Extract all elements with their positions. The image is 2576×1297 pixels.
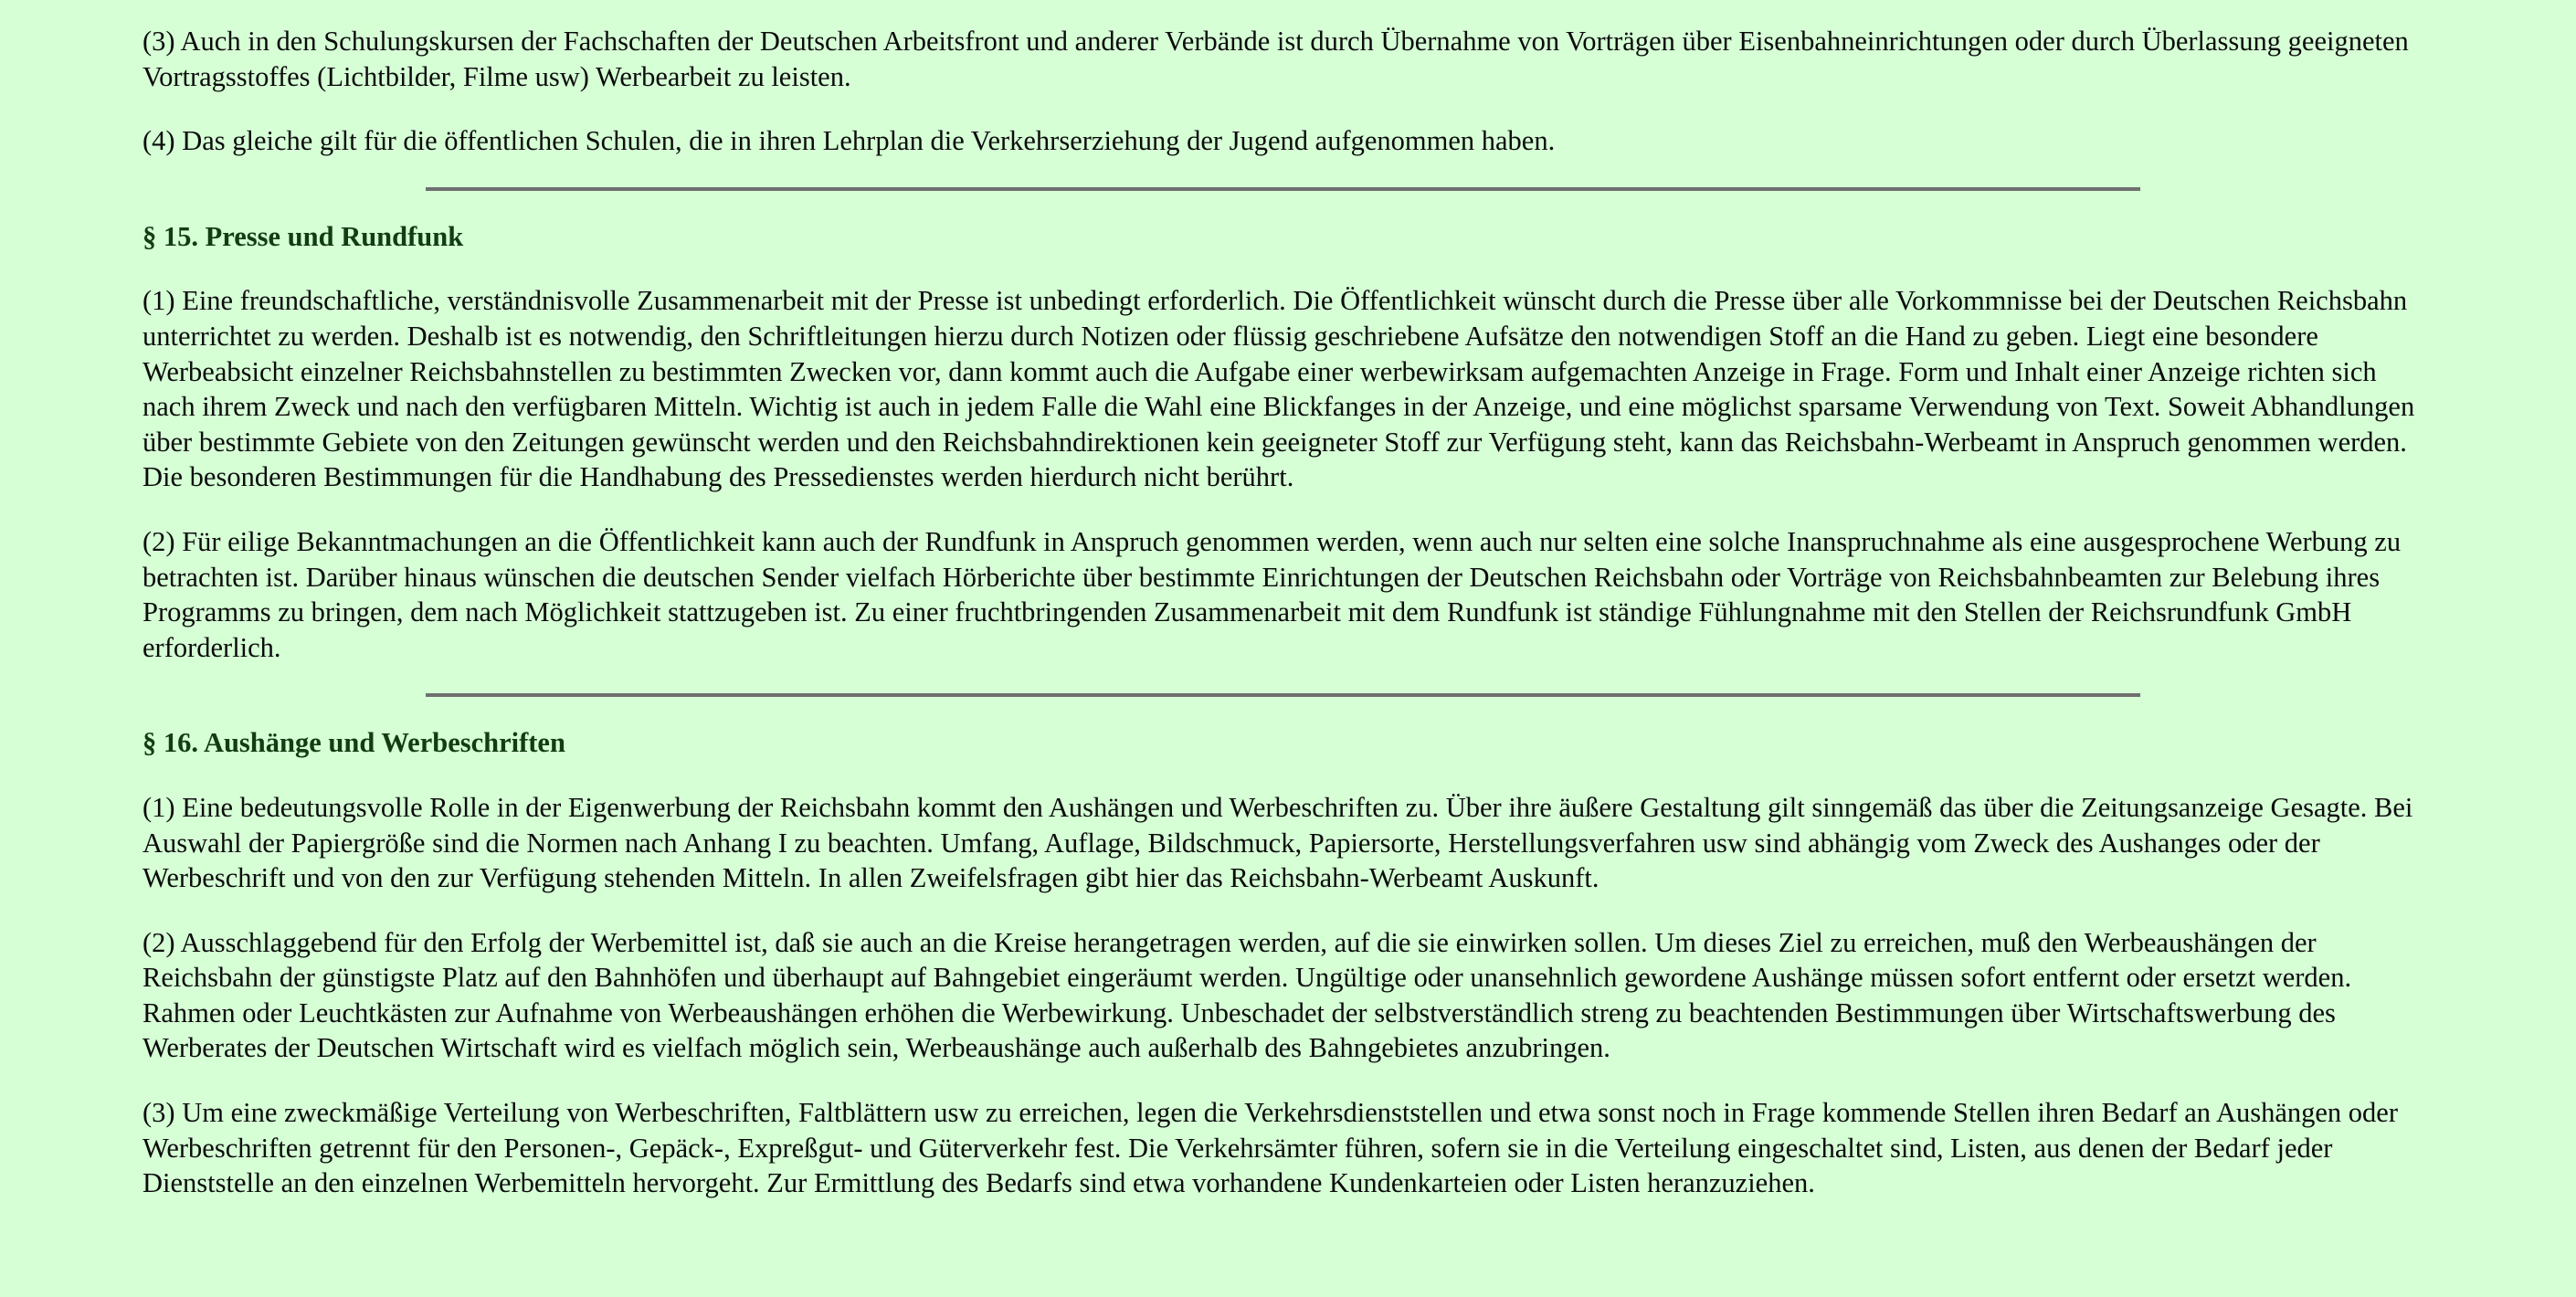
paragraph-14-3: (3) Auch in den Schulungskursen der Fachschaften der Deutschen Arbeitsfront und anderer Verbände ist durch Übernahme von Vorträgen über Eisenbahneinrichtungen oder durch Überlassung geeigneten Vortragsstoffes (Lichtbilder, Filme usw) Werbearbeit zu leisten. [143,26,2409,92]
paragraph-15-1-note: Die besonderen Bestimmungen für die Handhabung des Pressedienstes werden hierdurch nicht berührt. [143,461,1294,493]
paragraph-14-4: (4) Das gleiche gilt für die öffentlichen Schulen, die in ihren Lehrplan die Verkehrserziehung der Jugend aufgenommen haben. [143,125,1556,157]
paragraph-16-2: (2) Ausschlaggebend für den Erfolg der Werbemittel ist, daß sie auch an die Kreise herangetragen werden, auf die sie einwirken sollen. Um dieses Ziel zu erreichen, muß den Werbeaushängen der Reichsbahn der günstigste Platz auf den Bahnhöfen und überhaupt auf Bahngebiet eingeräumt werden. Ungültige oder unansehnlich gewordene Aushänge müssen sofort entfernt oder ersetzt werden. Rahmen oder Leuchtkästen zur Aufnahme von Werbeaushängen erhöhen die Werbewirkung. Unbeschadet der selbstverständlich streng zu beachtenden Bestimmungen über Wirtschaftswerbung des Werberates der Deutschen Wirtschaft wird es vielfach möglich sein, Werbeaushänge auch außerhalb des Bahngebietes anzubringen. [143,926,2352,1064]
section-divider [426,693,2140,697]
section-16-heading: § 16. Aushänge und Werbeschriften [143,727,565,759]
section-divider [426,187,2140,191]
paragraph-15-2: (2) Für eilige Bekanntmachungen an die Öffentlichkeit kann auch der Rundfunk in Anspruch genommen werden, wenn auch nur selten eine solche Inanspruchnahme als eine ausgesprochene Werbung zu betrachten ist. Darüber hinaus wünschen die deutschen Sender vielfach Hörberichte über bestimmte Einrichtungen der Deutschen Reichsbahn oder Vorträge von Reichsbahnbeamten zur Belebung ihres Programms zu bringen, dem nach Möglichkeit stattzugeben ist. Zu einer fruchtbringenden Zusammenarbeit mit dem Rundfunk ist ständige Fühlungnahme mit den Stellen der Reichsrundfunk GmbH erforderlich. [143,525,2402,663]
section-15-heading: § 15. Presse und Rundfunk [143,220,464,252]
paragraph-16-3: (3) Um eine zweckmäßige Verteilung von Werbeschriften, Faltblättern usw zu erreichen, legen die Verkehrsdienststellen und etwa sonst noch in Frage kommende Stellen ihren Bedarf an Aushängen oder Werbeschriften getrennt für den Personen-, Gepäck-, Expreßgut- und Güterverkehr fest. Die Verkehrsämter führen, sofern sie in die Verteilung eingeschaltet sind, Listen, aus denen der Bedarf jeder Dienststelle an den einzelnen Werbemitteln hervorgeht. Zur Ermittlung des Bedarfs sind etwa vorhandene Kundenkarteien oder Listen heranzuziehen. [143,1097,2398,1199]
paragraph-16-1: (1) Eine bedeutungsvolle Rolle in der Eigenwerbung der Reichsbahn kommt den Aushängen und Werbeschriften zu. Über ihre äußere Gestaltung gilt sinngemäß das über die Zeitungsanzeige Gesagte. Bei Auswahl der Papiergröße sind die Normen nach Anhang I zu beachten. Umfang, Auflage, Bildschmuck, Papiersorte, Herstellungsverfahren usw sind abhängig vom Zweck des Aushanges oder der Werbeschrift und von den zur Verfügung stehenden Mitteln. In allen Zweifelsfragen gibt hier das Reichsbahn-Werbeamt Auskunft. [143,791,2413,894]
document-page [143,0,2426,1201]
paragraph-15-1: (1) Eine freundschaftliche, verständnisvolle Zusammenarbeit mit der Presse ist unbedingt erforderlich. Die Öffentlichkeit wünscht durch die Presse über alle Vorkommnisse bei der Deutschen Reichsbahn unterrichtet zu werden. Deshalb ist es notwendig, den Schriftleitungen hierzu durch Notizen oder flüssig geschriebene Aufsätze den notwendigen Stoff an die Hand zu geben. Liegt eine besondere Werbeabsicht einzelner Reichsbahnstellen zu bestimmten Zwecken vor, dann kommt auch die Aufgabe einer werbewirksam aufgemachten Anzeige in Frage. Form und Inhalt einer Anzeige richten sich nach ihrem Zweck und nach den verfügbaren Mitteln. Wichtig ist auch in jedem Falle die Wahl eine Blickfanges in der Anzeige, und eine möglichst sparsame Verwendung von Text. Soweit Abhandlungen über bestimmte Gebiete von den Zeitungen gewünscht werden und den Reichsbahndirektionen kein geeigneter Stoff zur Verfügung steht, kann das Reichsbahn-Werbeamt in Anspruch genommen werden. [143,285,2415,458]
